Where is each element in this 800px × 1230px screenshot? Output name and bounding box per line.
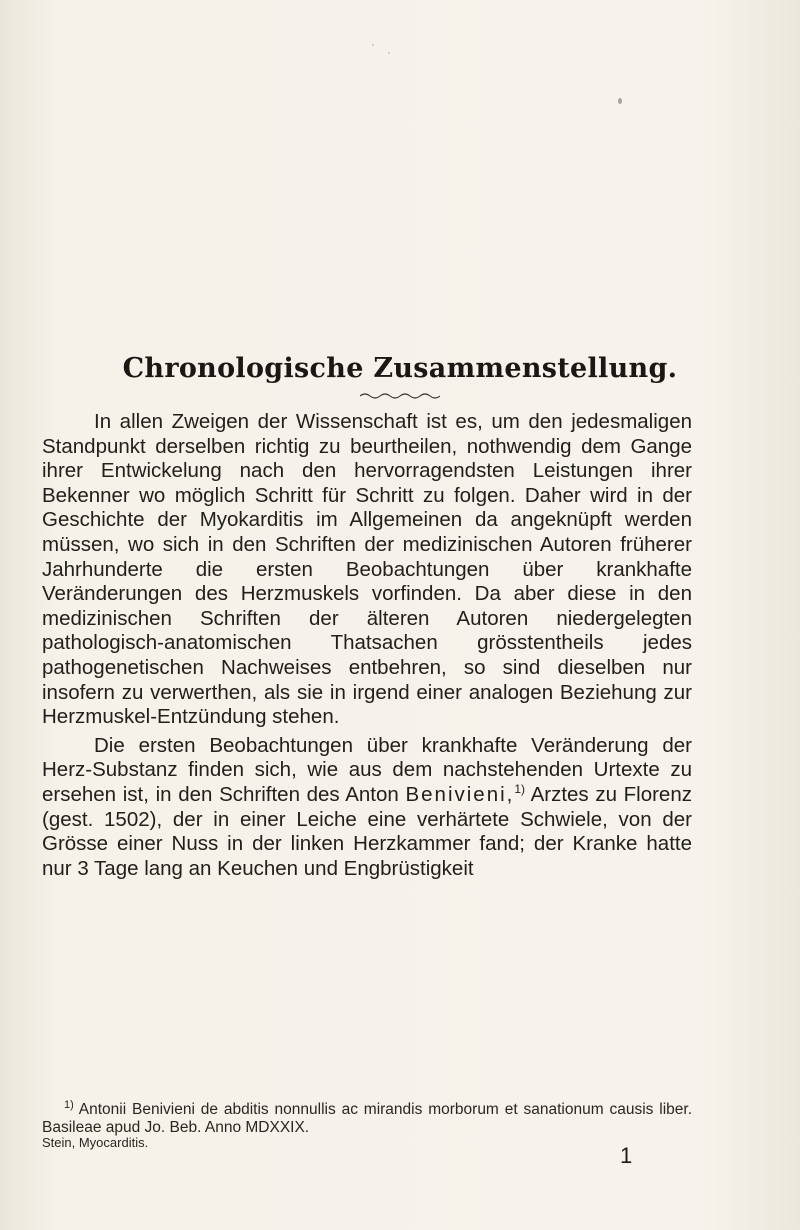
wavy-ornament-icon [360, 392, 440, 400]
scan-speck [388, 52, 390, 54]
footnote-reference[interactable]: 1) [514, 782, 526, 797]
scan-speck [618, 98, 622, 104]
paragraph-1-text: In allen Zweigen der Wissenschaft ist es, um den jedesmaligen Standpunkt derselben richtig zu beurtheilen, nothwendig dem Gange ihrer Entwickelung nach den hervorragendsten Leistungen ihrer Bekenner wo möglich Schritt für Schritt zu folgen. Daher wird in der Geschichte der Myokarditis im Allgemeinen da angeknüpft werden müssen, wo sich in den Schriften der medizinischen Autoren früherer Jahrhunderte die ersten Beobachtungen über krankhafte Veränderungen des Herzmuskels vorfinden. Da aber diese in den medizinischen Schriften der älteren Autoren niedergelegten pathologisch-anatomischen Thatsachen grösstentheils jedes pathogenetischen Nachweises entbehren, so sind dieselben nur insofern zu verwerthen, als sie in irgend einer analogen Beziehung zur Herzmuskel-Entzündung stehen. [42, 410, 692, 729]
footnote [42, 1098, 692, 1137]
footnote-text: Antonii Benivieni de abditis nonnullis ac mirandis morborum et sanationum causis liber. Basileae apud Jo. Beb. Anno MDXXIX. [42, 1101, 692, 1136]
scan-speck [372, 44, 374, 46]
main-text [42, 410, 692, 881]
footnote-mark: 1) [64, 1098, 74, 1111]
page-title: Chronologische Zusammenstellung. [122, 353, 678, 384]
running-foot: Stein, Myocarditis. [42, 1135, 149, 1150]
author-name: Benivieni, [405, 782, 515, 806]
paragraph-1 [42, 410, 692, 730]
signature-mark: 1 [620, 1143, 633, 1168]
paragraph-2-text-start: Die ersten Beobachtungen über krankhafte Veränderung der Herz-Substanz finden sich, wie aus dem nachstehenden Urtexte zu ersehen ist, in den Schriften des Anton [42, 733, 692, 806]
paragraph-2-text-end: Arztes zu Florenz (gest. 1502), der in einer Leiche eine verhärtete Schwiele, von der Grösse einer Nuss in der linken Herzkammer fand; der Kranke hatte nur 3 Tage lang an Keuchen und Engbrüstigkeit [42, 782, 692, 880]
paragraph-2 [42, 734, 692, 882]
